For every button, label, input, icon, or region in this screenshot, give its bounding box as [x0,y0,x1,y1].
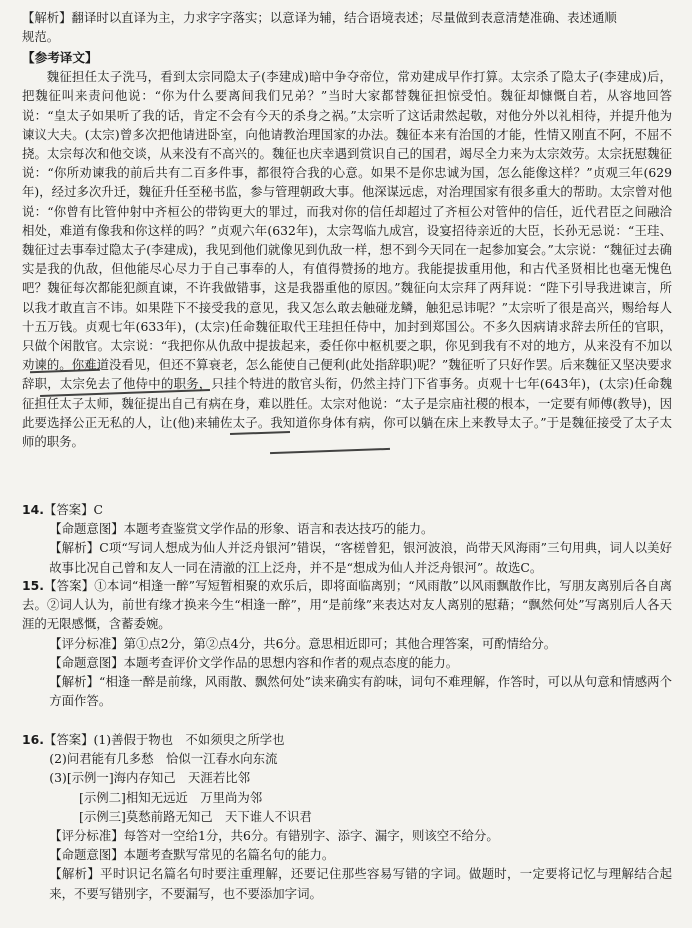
q14-intent: 【命题意图】本题考查鉴赏文学作品的形象、语言和表达技巧的能力。 [49,521,434,537]
top-analysis-line1: 【解析】翻译时以直译为主，力求字字落实；以意译为辅，结合语境表述；尽量做到表意清楚准确、表述通顺 [22,10,617,25]
q16-line5: [示例三]莫愁前路无知己 天下谁人不识君 [79,808,312,824]
q15-section [22,576,672,710]
top-analysis [22,8,672,46]
q15-number: 15. [22,578,44,593]
top-analysis-line2: 规范。 [22,29,60,45]
q15-scoring: 【评分标准】第①点2分，第②点4分，共6分。意思相近即可；其他合理答案，可酌情给分。 [49,635,557,651]
q15-analysis: 【解析】“相逢一醉是前缘，风雨散、飘然何处”读来确实有韵味，词句不难理解，作答时，可以从句意和情感两个方面作答。 [49,674,672,709]
q16-intent: 【命题意图】本题考查默写常见的名篇名句的能力。 [49,847,335,863]
q16-answer-text: 【答案】(1)善假于物也 不如须臾之所学也 [43,732,285,747]
translation-section [22,48,672,451]
q14-analysis: 【解析】C项“写词人想成为仙人并泛舟银河”错误，“客槎曾犯，银河波浪，尚带天风海雨”三句用典，词人以美好故事比况自己曾和友人一同在清澈的江上泛舟，并不是“想成为仙人并泛舟银河”。故选C。 [49,540,672,575]
q16-scoring: 【评分标准】每答对一空给1分，共6分。有错别字、添字、漏字，则该空不给分。 [49,828,499,844]
q14-answer-text: 【答案】C [43,502,103,517]
q16-answer [22,730,672,749]
q14-number: 14. [22,502,44,517]
q16-section [22,730,672,903]
q15-answer [22,576,672,634]
translation-body: 魏征担任太子洗马，看到太宗同隐太子(李建成)暗中争夺帝位，常劝建成早作打算。太宗杀了隐太子(李建成)后，把魏征叫来责问他说：“你为什么要离间我们兄弟？”当时大家都替魏征担惊受怕。魏征却慷慨自若，从容地回答说：“皇太子如果听了我的话，肯定不会有今天的杀身之祸。”太宗听了这话肃然起敬，对他分外以礼相待，并提升他为谏议大夫。(太宗)曾多次把他请进卧室，向他请教治理国家的办法。魏征本来有治国的才能，性情又刚直不阿，不屈不挠。太宗每次和他交谈，从来没有不高兴的。魏征也庆幸遇到赏识自己的国君，竭尽全力来为太宗效劳。太宗抚慰魏征说：“你所劝谏我的前后共有二百多件事，都很符合我的心意。如果不是你忠诚为国，怎么能像这样？”贞观三年(629年)，经过多次升迁，魏征升任至秘书监，参与管理朝政大事。他深谋远虑，对治理国家有很多重大的帮助。太宗曾对他说：“你曾有比管仲射中齐桓公的带钩更大的罪过，而我对你的信任却超过了齐桓公对管仲的信任，近代君臣之间融洽相处，难道有像我和你这样的吗？”贞观六年(632年)，太宗驾临九成宫，设宴招待亲近的大臣，长孙无忌说：“王珪、魏征过去事奉过隐太子(李建成)，我见到他们就像见到仇敌一样，想不到今天同在一起参加宴会。”太宗说：“魏征过去确实是我的仇敌，但他能尽心尽力于自己事奉的人，有值得赞扬的地方。我能提拔重用他，和古代圣贤相比也毫无愧色吧？魏征每次都能犯颜直谏，不许我做错事，这是我器重他的原因。”魏征向太宗拜了两拜说：“陛下引导我进谏言，所以我才敢直言不讳。如果陛下不接受我的意见，我又怎么敢去触碰龙鳞，触犯忌讳呢？”太宗听了很是高兴，赐给每人十五万钱。贞观七年(633年)，(太宗)任命魏征取代王珪担任侍中，加封到郑国公。不多久因病请求辞去所任的官职，只做个闲散官。太宗说：“我把你从仇敌中提拔起来，委任你中枢机要之职，你见到我有不对的地方，从来没有不加以劝谏的。你难道没看见，但还不算衰老，怎么能使自己便利(此处指辞职)呢？”魏征听了只好作罢。后来魏征又坚决要求辞职，太宗免去了他侍中的职务，只挂个特进的散官头衔，仍然主持门下省事务。贞观十七年(643年)，(太宗)任命魏征担任太子太师，魏征提出自己有病在身，难以胜任。太宗对他说：“太子是宗庙社稷的根本，一定要有师傅(教导)，因此要选择公正无私的人，让(他)来辅佐太子。我知道你身体有病，你可以躺在床上来教导太子。”于是魏征接受了太子太师的职务。 [22,69,672,450]
q16-analysis: 【解析】平时识记名篇名句时要注重理解，还要记住那些容易写错的字词。做题时，一定要将记忆与理解结合起来，不要写错别字，不要漏写，也不要添加字词。 [49,866,672,901]
q15-answer-text: 【答案】①本词“相逢一醉”写短暂相聚的欢乐后，即将面临离别；“风雨散”以风雨飘散作比，写朋友离别后各自离去。②词人认为，前世有缘才换来今生“相逢一醉”，用“是前缘”来表达对友人离别的慰藉；“飘然何处”写离别后人各天涯的无限感慨，含蓄委婉。 [22,578,672,632]
q14-section [22,500,672,577]
q16-line3: (3)[示例一]海内存知己 天涯若比邻 [49,770,250,786]
q14-answer [22,500,672,519]
q15-intent: 【命题意图】本题考查评价文学作品的思想内容和作者的观点态度的能力。 [49,654,459,670]
q16-number: 16. [22,732,44,747]
q16-line2: (2)问君能有几多愁 恰似一江春水向东流 [49,751,278,767]
q16-line4: [示例二]相知无远近 万里尚为邻 [79,789,263,805]
translation-title: 【参考译文】 [22,50,98,65]
